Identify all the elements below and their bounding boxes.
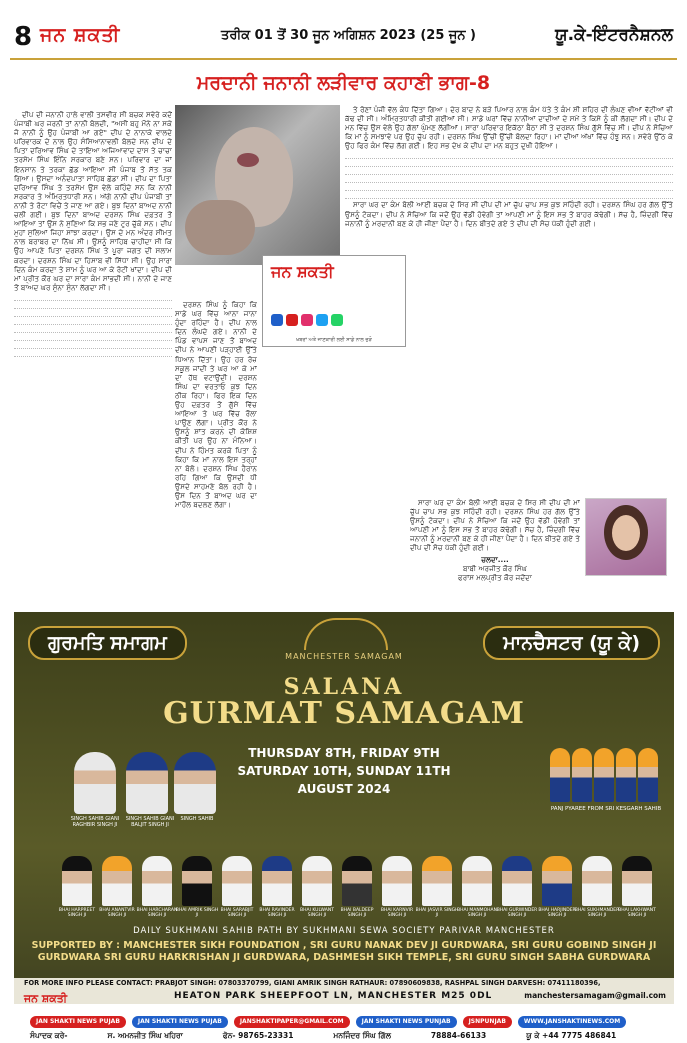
kirtani-photo: [462, 856, 492, 906]
gurmat-samagam-banner: [14, 612, 674, 1004]
event-address: HEATON PARK SHEEPFOOT LN, MANCHESTER M25 0DL: [174, 991, 493, 1001]
kirtani-photo: [182, 856, 212, 906]
speaker-caption-1: SINGH SAHIB GIANI RAGHBIR SINGH JI: [70, 816, 120, 828]
staff-manager-phone: 78884-66133: [430, 1031, 487, 1040]
page-footer: [0, 1012, 687, 1043]
article-text: ਦੀਪ ਦੀ ਜਨਾਨੀ ਹਾਲੇ ਵਾਲੀ ਤਸਵੀਰ ਸੀ ਬਚਕ ਸਵੇਰੇ ਕਦੋਂ ਪੰਜਾਬੀ ਘਰ ਜਰਨੀ ਤਾਂ ਨਾਨੀ ਬੋਲਦੀ, "ਅਸੀਂ ਬਹੁ ਮੌਨੇ ਨਾ ਸਕੇ ਜੋ ਨਾਨੀ ਨੂੰ ਉਹ ਪੰਜਾਬੀ ਆ ਗਏ" ਦੀਪ ਦੇ ਨਾਨਾਕੇ ਵਾਲਦੇ ਪਰਿਵਾਰਕ ਦੇ ਨਾਲ ਉਹ ਸੰਸਿਆਨਾਵਲੀ ਬੋਲਦੇ ਸਨ ਦੀਪ ਦੇ ਪਿਤਾ ਦਰਿਆਵ ਸਿੰਘ ਦੇ ਤਾਇਆ ਅਜਿਆਵਾਦ ਦਾਸ ਤੇ ਚਾਚਾ ਤਰਸੇਮ ਸਿੰਘ ਇੰਨਿ ਸਰਕਾਰ ਬਣੇ ਸਨ। ਪਰਿਵਾਰ ਦਾ ਜਾਂ ਇਨਸਾਨ ਤੇ ਤਰਕਾ ਛੱਡ ਆਇਆ ਸੀ ਪੰਜਾਬ ਤੋਂ ਸੱਤ ਤਕ ਗਿਆ। ਉਸਦਾ ਅਨੰਦਪਾਤਾ ਸਾਹਿਬ ਛੱਡਾ ਸੀ। ਦੀਪ ਦਾ ਪਿਤਾ ਦਰਿਆਵ ਸਿੰਘ ਤੇ ਤਰਸੇਮ ਉਸ ਵੇਲੇ ਕਹਿੰਦੇ ਸਨ ਕਿ ਨਾਨੀ ਸਰਕਾਰ ਤੇ ਅੰਮ੍ਰਿਤਧਾਰੀ ਸਨ। ਅੱਗੇ ਨਾਨੀ ਦੀਪ ਪੰਜਾਬੀ ਤਾਂ ਨਾਨੀ ਤੇ ਰੋਟਾ ਵਿਚੋਂ ਤੇ ਜਾਣ ਆ ਗਏ। ਬੁਝ ਦਿਨਾਂ ਬਾਅਦ ਨਾਨੀ ਚਲੀ ਗਈ। ਬੁਝ ਦਿਨਾਂ ਬਾਅਦ ਦਰਸ਼ਨ ਸਿੰਘ ਦਫ਼ਤਰ ਤੋਂ ਆਇਆ ਤਾਂ ਉਸ ਨੇ ਸੁਣਿਆ ਕਿ ਸਭ ਜਣੇ ਟੁਰ ਚੁੱਕੇ ਸਨ। ਦੀਪ ਮੁਹਾਂ ਸੁਲਿਆਂ ਜਿਹਾ ਸਾਂਝਾ ਕਰਦਾ। ਉਸ ਦੇ ਮਨ ਅੰਦਰ ਸੀਮਤ ਨਾਲ ਬਰਾਬਰ ਦਾ ਨਿੱਘ ਸੀ। ਉਸਨੂੰ ਸਾਹਿਬ ਚਾਹੀਦਾ ਸੀ ਕਿ ਉਹ ਆਪਣੇ ਪਿਤਾ ਦਰਸ਼ਨ ਸਿੰਘ ਤੇ ਪੂਰਾ ਜਗਤ ਦੀ ਸਲਾਮ ਕਰਦਾ। ਦਰਸ਼ਨ ਸਿੰਘ ਦਾ ਹਿਸਾਬ ਵੀ ਸਿੱਧਾ ਸੀ। ਉਹ ਸਾਰਾ ਦਿਨ ਕੰਮ ਕਰਦਾ ਤੇ ਸ਼ਾਮ ਨੂੰ ਘਰ ਆ ਕੇ ਰੋਟੀ ਖਾਂਦਾ। ਦੀਪ ਦੀ ਮਾਂ ਪ੍ਰੀਤ ਕੌਰ ਘਰ ਦਾ ਸਾਰਾ ਕੰਮ ਸਾਂਭਦੀ ਸੀ। ਨਾਨੀ ਦੇ ਜਾਣ ਤੋਂ ਬਾਅਦ ਘਰ ਸੁੰਨਾ ਸੁੰਨਾ ਲੱਗਦਾ ਸੀ।: [14, 110, 172, 292]
masthead-logo: ਜਨ ਸ਼ਕਤੀ: [40, 24, 121, 46]
dates-line-2: SATURDAY 10TH, SUNDAY 11TH: [237, 764, 451, 778]
supported-by: SUPPORTED BY : MANCHESTER SIKH FOUNDATION , SRI GURU NANAK DEV JI GURDWARA, SRI GURU GOBIND SINGH JI GURDWARA SRI GURU HARKRISHAN JI GURDWARA, DASHMESH SIKH TEMPLE, SRI GURU SINGH SABHA GURDWARA: [31, 940, 657, 963]
instagram-icon: [301, 314, 313, 326]
article-headline: ਮਰਦਾਨੀ ਜਨਾਨੀ ਲੜੀਵਾਰ ਕਹਾਣੀ ਭਾਗ-8: [196, 72, 491, 94]
speaker-photo-2: [126, 752, 168, 814]
photo-bruise: [237, 153, 259, 167]
kirtani-photo: [622, 856, 652, 906]
kirtani-photo: [502, 856, 532, 906]
article-ending: [410, 498, 580, 598]
whatsapp-icon: [331, 314, 343, 326]
kirtani-photo: [302, 856, 332, 906]
instagram-link[interactable]: JSNPUNJAB: [463, 1016, 512, 1028]
kirtani-caption: BHAI RAVINDER SINGH JI: [259, 908, 295, 918]
sukhmani-path-note: DAILY SUKHMANI SAHIB PATH BY SUKHMANI SEWA SOCIETY PARIVAR MANCHESTER: [133, 926, 555, 936]
author-line-2: ਫਰਾਂਸ ਮਲਪ੍ਰੀਤ ਕੌਰ ਜਦੋਂਦਾ: [458, 572, 532, 582]
ad-tagline: ਖ਼ਬਰਾਂ ਅਤੇ ਜਾਣਕਾਰੀ ਲਈ ਸਾਡੇ ਨਾਲ ਜੁੜੋ: [296, 337, 372, 343]
continued-label: ਚਲਦਾ....: [481, 554, 509, 564]
speaker-caption-3: SINGH SAHIB: [180, 816, 214, 822]
social-links: [30, 1016, 626, 1028]
kirtani-caption: BHAI MANMOHAN SINGH JI: [457, 908, 497, 918]
header-divider: [10, 58, 677, 60]
article-column-left: [14, 110, 172, 600]
article-photo: [175, 105, 340, 265]
author-line-1: ਬਾਬੀ ਅਰਜੀਤ ਕੌਰ ਸਿੰਘ: [463, 563, 527, 573]
youtube-link[interactable]: JAN SHAKTI NEWS PUJAB: [30, 1016, 126, 1028]
facebook-link[interactable]: JAN SHAKTI NEWS PUJAB: [132, 1016, 228, 1028]
banner-left-title: ਗੁਰਮਤਿ ਸਮਾਗਮ: [28, 626, 187, 660]
kirtani-caption: BHAI ANANTVIR SINGH JI: [99, 908, 135, 918]
facebook-page-link[interactable]: JAN SHAKTI NEWS PUNJAB: [356, 1016, 457, 1028]
author-photo: [585, 498, 667, 576]
speaker-photo-3: [174, 752, 216, 814]
youtube-icon: [286, 314, 298, 326]
facebook-icon: [271, 314, 283, 326]
event-dates: [224, 744, 464, 798]
page-header: [0, 0, 687, 62]
article-text-right-2: ਸਾਰਾ ਘਰ ਦਾ ਕੰਮ ਬੋਲੀ ਆਈ ਬਚਕ ਦੇ ਸਿਰ ਸੀ ਦੀਪ ਦੀ ਮਾਂ ਚੁੱਪ ਚਾਪ ਸਭ ਕੁਝ ਸਹਿੰਦੀ ਰਹੀ। ਦਰਸ਼ਨ ਸਿੰਘ ਹਰ ਗੱਲ ਉੱਤੇ ਉਸਨੂੰ ਟੋਕਦਾ। ਦੀਪ ਨੇ ਸੋਚਿਆ ਕਿ ਜਦੋਂ ਉਹ ਵੱਡੀ ਹੋਵੇਗੀ ਤਾਂ ਆਪਣੀ ਮਾਂ ਨੂੰ ਇਸ ਸਭ ਤੋਂ ਬਾਹਰ ਕੱਢੇਗੀ। ਸੱਚ ਹੈ, ਜ਼ਿੰਦਗੀ ਵਿੱਚ ਜਨਾਨੀ ਨੂੰ ਮਰਦਾਨੀ ਬਣ ਕੇ ਹੀ ਜੀਣਾ ਪੈਂਦਾ ਹੈ। ਦਿਨ ਬੀਤਦੇ ਗਏ ਤੇ ਦੀਪ ਦੀ ਸੋਚ ਪੱਕੀ ਹੁੰਦੀ ਗਈ।: [345, 200, 673, 228]
article-column-right: [345, 105, 673, 495]
issue-date: ਤਰੀਕ 01 ਤੋਂ 30 ਜੂਨ ਅਗਿਸ਼ਨ 2023 (25 ਜੂਨ ): [221, 28, 476, 43]
page-number: 8: [14, 22, 33, 52]
staff-credits: [30, 1031, 616, 1041]
kirtani-caption: BHAI BALDEEP SINGH JI: [340, 908, 374, 918]
kirtani-caption: BHAI SUKHMANDER SINGH JI: [574, 908, 620, 918]
staff-editor-label: ਸੰਪਾਦਕ ਕਰੇ-: [30, 1031, 68, 1040]
panj-pyare-caption: PANJ PYAREE FROM SRI KESGARH SAHIB: [550, 806, 662, 812]
staff-manager: ਮਨਜਿੰਦਰ ਸਿੰਘ ਗਿੱਲ: [333, 1031, 391, 1040]
author-face: [612, 515, 640, 551]
staff-editor-name: ਸ. ਅਮਨਜੀਤ ਸਿੰਘ ਖਹਿਰਾ: [107, 1031, 183, 1040]
kirtani-photo: [62, 856, 92, 906]
ad-social-icons: [271, 314, 343, 326]
manchester-samagam-label: MANCHESTER SAMAGAM: [285, 652, 403, 661]
photo-hand: [185, 200, 255, 255]
kirtani-photo: [102, 856, 132, 906]
staff-phone: ਫੋਨ- 98765-23331: [222, 1031, 294, 1040]
kirtani-photo: [222, 856, 252, 906]
kirtani-caption: BHAI KULWANT SINGH JI: [300, 908, 334, 918]
kirtani-caption: BHAI SARABJIT SINGH JI: [220, 908, 254, 918]
contact-info: FOR MORE INFO PLEASE CONTACT: PRABJOT SINGH: 07803370799, GIANI AMRIK SINGH RATHAUR: 07890609838, RASHPAL SINGH DARVESH: 07411180396,: [24, 979, 601, 987]
kirtani-photo: [342, 856, 372, 906]
kirtani-photo: [422, 856, 452, 906]
dates-line-3: AUGUST 2024: [297, 782, 391, 796]
kirtani-photo: [382, 856, 412, 906]
kirtani-caption: BHAI HARPREET SINGH JI: [58, 908, 96, 918]
speaker-photo-1: [74, 752, 116, 814]
contact-email[interactable]: manchestersamagam@gmail.com: [524, 991, 666, 1000]
kirtani-photo: [542, 856, 572, 906]
ad-logo: ਜਨ ਸ਼ਕਤੀ: [271, 262, 334, 281]
section-title: ਯੂ.ਕੇ-ਇੰਟਰਨੈਸ਼ਨਲ: [555, 25, 673, 45]
speaker-caption-2: SINGH SAHIB GIANI BALJIT SINGH JI: [125, 816, 175, 828]
panj-pyare-photo: [550, 732, 662, 802]
kirtani-photo: [262, 856, 292, 906]
article-text-mid: ਦਰਸ਼ਨ ਸਿੰਘ ਨੂੰ ਕਿਹਾ ਕਿ ਸਾਡੇ ਘਰ ਵਿੱਚ ਆਨਾ ਜਾਨਾ ਹੁੰਦਾ ਰਹਿੰਦਾ ਹੈ। ਦੀਪ ਨਾਲ ਦਿਨ ਲੰਘਦੇ ਗਏ। ਨਾਨੀ ਦੇ ਪਿੰਡ ਵਾਪਸ ਜਾਣ ਤੋਂ ਬਾਅਦ ਦੀਪ ਨੇ ਆਪਣੀ ਪੜ੍ਹਾਈ ਉੱਤੇ ਧਿਆਨ ਦਿੱਤਾ। ਉਹ ਹਰ ਰੋਜ਼ ਸਕੂਲ ਜਾਂਦੀ ਤੇ ਘਰ ਆ ਕੇ ਮਾਂ ਦਾ ਹੱਥ ਵਟਾਉਂਦੀ। ਦਰਸ਼ਨ ਸਿੰਘ ਦਾ ਵਰਤਾਓ ਕੁਝ ਦਿਨ ਠੀਕ ਰਿਹਾ। ਫਿਰ ਇਕ ਦਿਨ ਉਹ ਦਫ਼ਤਰ ਤੋਂ ਗੁੱਸੇ ਵਿੱਚ ਆਇਆ ਤੇ ਘਰ ਵਿੱਚ ਰੌਲਾ ਪਾਉਣ ਲੱਗਾ। ਪ੍ਰੀਤ ਕੌਰ ਨੇ ਉਸਨੂੰ ਸ਼ਾਂਤ ਕਰਨ ਦੀ ਕੋਸ਼ਿਸ਼ ਕੀਤੀ ਪਰ ਉਹ ਨਾ ਮੰਨਿਆ। ਦੀਪ ਨੇ ਹਿੰਮਤ ਕਰਕੇ ਪਿਤਾ ਨੂੰ ਕਿਹਾ ਕਿ ਮਾਂ ਨਾਲ ਇਸ ਤਰ੍ਹਾਂ ਨਾ ਬੋਲੋ। ਦਰਸ਼ਨ ਸਿੰਘ ਹੈਰਾਨ ਰਹਿ ਗਿਆ ਕਿ ਉਸਦੀ ਧੀ ਉਸਦੇ ਸਾਹਮਣੇ ਬੋਲ ਰਹੀ ਹੈ। ਉਸ ਦਿਨ ਤੋਂ ਬਾਅਦ ਘਰ ਦਾ ਮਾਹੌਲ ਬਦਲਣ ਲੱਗਾ।: [175, 300, 257, 510]
banner-right-title: ਮਾਨਚੈਸਟਰ (ਯੂ ਕੇ): [483, 626, 660, 660]
contact-logo: ਜਨ ਸ਼ਕਤੀ: [24, 992, 68, 1004]
kirtani-row: [14, 844, 674, 918]
uk-phone: ਯੂ ਕੇ +44 7775 486841: [526, 1031, 617, 1040]
kirtani-caption: BHAI HARCHARAN SINGH JI: [136, 908, 178, 918]
article-column-mid: [175, 300, 257, 600]
kirtani-caption: BHAI JASVIR SINGH JI: [415, 908, 459, 918]
twitter-icon: [316, 314, 328, 326]
kirtani-caption: BHAI LAKHWANT SINGH JI: [618, 908, 656, 918]
article-closing-text: ਸਾਰਾ ਘਰ ਦਾ ਕੰਮ ਬੋਲੀ ਆਈ ਬਚਕ ਦੇ ਸਿਰ ਸੀ ਦੀਪ ਦੀ ਮਾਂ ਚੁੱਪ ਚਾਪ ਸਭ ਕੁਝ ਸਹਿੰਦੀ ਰਹੀ। ਦਰਸ਼ਨ ਸਿੰਘ ਹਰ ਗੱਲ ਉੱਤੇ ਉਸਨੂੰ ਟੋਕਦਾ। ਦੀਪ ਨੇ ਸੋਚਿਆ ਕਿ ਜਦੋਂ ਉਹ ਵੱਡੀ ਹੋਵੇਗੀ ਤਾਂ ਆਪਣੀ ਮਾਂ ਨੂੰ ਇਸ ਸਭ ਤੋਂ ਬਾਹਰ ਕੱਢੇਗੀ। ਸੱਚ ਹੈ, ਜ਼ਿੰਦਗੀ ਵਿੱਚ ਜਨਾਨੀ ਨੂੰ ਮਰਦਾਨੀ ਬਣ ਕੇ ਹੀ ਜੀਣਾ ਪੈਂਦਾ ਹੈ। ਦਿਨ ਬੀਤਦੇ ਗਏ ਤੇ ਦੀਪ ਦੀ ਸੋਚ ਪੱਕੀ ਹੁੰਦੀ ਗਈ।: [410, 498, 580, 553]
contact-strip: [14, 978, 674, 1004]
kirtani-caption: BHAI GURWINDER SINGH JI: [496, 908, 538, 918]
article-text-right: ਤੇ ਰੋਣਾਂ ਪੰਜੀ ਵੱਲ ਕੰਧ ਦਿੱਤਾ ਗਿਆ। ਦੇਰ ਬਾਦ ਨੇ ਬੜੇ ਪਿਆਰ ਨਾਲ ਕੰਮ ਪੱਤੇ ਤੇ ਕੰਮ ਸ਼ੀ ਸ਼ਹਿਰ ਦੀ ਲੰਘਣ ਵੀਆਂ ਵੱਟੀਆਂ ਵੀ ਕੱਢ ਦੀ ਸੀ। ਅੰਮ੍ਰਿਤਧਾਰੀ ਕੀਤੀ ਗਈਆਂ ਸੀ। ਸਾਡੇ ਘਰਾਂ ਵਿੱਚ ਨਾਨੀਆਂ ਦਾਦੀਆਂ ਦੇ ਸਮੇਂ ਤੇ ਕਿਸੇ ਨੂੰ ਕੀ ਲੱਗਦਾ ਸੀ। ਦੀਪ ਦੇ ਮਨ ਵਿੱਚ ਉਸ ਵੇਲੇ ਉਹ ਗੱਲਾਂ ਘੁੰਮਣ ਲੱਗੀਆਂ। ਸਾਰਾ ਪਰਿਵਾਰ ਇਕੱਠਾ ਬੈਠਾ ਸੀ ਤੇ ਦਰਸ਼ਨ ਸਿੰਘ ਗੁੱਸੇ ਵਿੱਚ ਸੀ। ਦੀਪ ਨੇ ਸੋਚਿਆ ਕਿ ਮਾਂ ਨੂੰ ਸਮਝਾਵੇ ਪਰ ਉਹ ਚੁੱਪ ਰਹੀ। ਦਰਸ਼ਨ ਸਿੰਘ ਉੱਚੀ ਉੱਚੀ ਬੋਲਦਾ ਰਿਹਾ। ਮਾਂ ਦੀਆਂ ਅੱਖਾਂ ਵਿੱਚ ਹੰਝੂ ਸਨ। ਸਵੇਰੇ ਉੱਠ ਕੇ ਉਹ ਫਿਰ ਕੰਮ ਵਿੱਚ ਲੱਗ ਗਈ। ਇਹ ਸਭ ਦੇਖ ਕੇ ਦੀਪ ਦਾ ਮਨ ਬਹੁਤ ਦੁਖੀ ਹੋਇਆ।: [345, 105, 673, 151]
email-link[interactable]: JANSHAKTIPAPER@GMAIL.COM: [234, 1016, 350, 1028]
dates-line-1: THURSDAY 8TH, FRIDAY 9TH: [248, 746, 440, 760]
salana-title: SALANA: [283, 674, 405, 700]
website-link[interactable]: WWW.JANSHAKTINEWS.COM: [518, 1016, 626, 1028]
kirtani-photo: [582, 856, 612, 906]
kirtani-photo: [142, 856, 172, 906]
dome-icon: [304, 618, 388, 650]
gurmat-samagam-title: GURMAT SAMAGAM: [163, 696, 525, 731]
kirtani-caption: BHAI KARNVIR SINGH JI: [380, 908, 414, 918]
kirtani-caption: BHAI AMRIK SINGH JI: [175, 908, 219, 918]
kirtani-caption: BHAI HARJINDER SINGH JI: [538, 908, 576, 918]
